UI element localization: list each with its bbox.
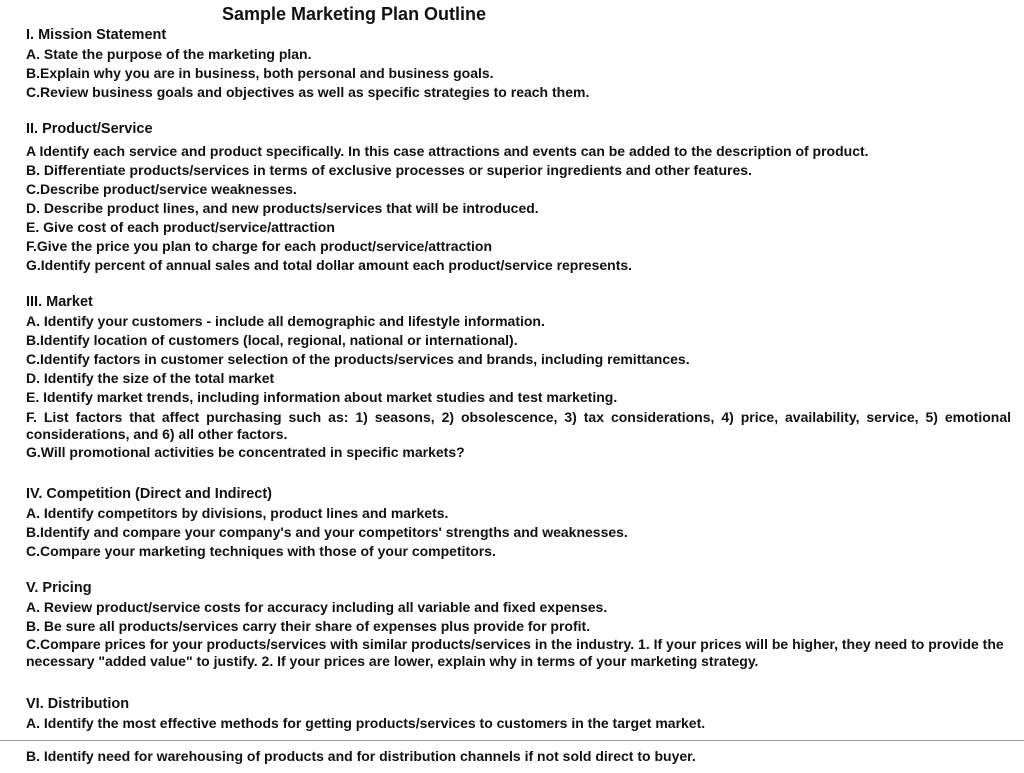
page-divider bbox=[0, 740, 1024, 741]
list-item: A Identify each service and product specifically. In this case attractions and events can be added to the description of product. bbox=[26, 143, 869, 159]
list-item: D. Describe product lines, and new products/services that will be introduced. bbox=[26, 200, 539, 216]
page-title: Sample Marketing Plan Outline bbox=[222, 4, 487, 24]
list-item: B. Differentiate products/services in terms of exclusive processes or superior ingredients and other features. bbox=[26, 162, 752, 178]
list-item: E. Give cost of each product/service/attraction bbox=[26, 219, 335, 235]
list-item: B.Identify and compare your company's and your competitors' strengths and weaknesses. bbox=[26, 524, 628, 540]
list-item: A. Identify competitors by divisions, product lines and markets. bbox=[26, 505, 449, 521]
section-heading: I. Mission Statement bbox=[26, 27, 167, 43]
list-item: G.Will promotional activities be concentrated in specific markets? bbox=[26, 444, 465, 460]
section-heading: IV. Competition (Direct and Indirect) bbox=[26, 486, 272, 502]
list-item: G.Identify percent of annual sales and total dollar amount each product/service represents. bbox=[26, 257, 633, 273]
section-heading: VI. Distribution bbox=[26, 696, 130, 712]
list-item: B. Identify need for warehousing of products and for distribution channels if not sold direct to buyer. bbox=[26, 748, 696, 764]
section-mission-statement bbox=[26, 26, 1011, 102]
list-item: C.Compare prices for your products/services with similar products/services in the industry. 1. If your prices will be higher, they need to provide the necessary "added value" to justify. 2. If your prices are lower, explain why in terms of your marketing strategy. bbox=[26, 636, 1004, 669]
section-pricing bbox=[26, 579, 1011, 670]
list-item: B.Explain why you are in business, both personal and business goals. bbox=[26, 65, 494, 81]
list-item: E. Identify market trends, including information about market studies and test marketing. bbox=[26, 389, 618, 405]
section-heading: III. Market bbox=[26, 294, 93, 310]
list-item: C.Review business goals and objectives as well as specific strategies to reach them. bbox=[26, 84, 590, 100]
section-product-service bbox=[26, 120, 1011, 275]
section-distribution bbox=[26, 695, 1011, 733]
list-item: A. Review product/service costs for accuracy including all variable and fixed expenses. bbox=[26, 599, 608, 615]
list-item: C.Compare your marketing techniques with those of your competitors. bbox=[26, 543, 496, 559]
section-distribution-continued bbox=[26, 747, 1011, 766]
section-competition bbox=[26, 485, 1011, 561]
list-item: D. Identify the size of the total market bbox=[26, 370, 275, 386]
list-item: C.Identify factors in customer selection of the products/services and brands, including remittances. bbox=[26, 351, 690, 367]
list-item: C.Describe product/service weaknesses. bbox=[26, 181, 297, 197]
list-item: A. Identify the most effective methods for getting products/services to customers in the target market. bbox=[26, 715, 706, 731]
list-item: A. Identify your customers - include all demographic and lifestyle information. bbox=[26, 313, 545, 329]
section-heading: II. Product/Service bbox=[26, 121, 153, 137]
list-item: B.Identify location of customers (local, regional, national or international). bbox=[26, 332, 518, 348]
section-market bbox=[26, 293, 1011, 462]
section-heading: V. Pricing bbox=[26, 580, 92, 596]
list-item: F. List factors that affect purchasing such as: 1) seasons, 2) obsolescence, 3) tax considerations, 4) price, availability, service, 5) emotional considerations, and 6) all other factors. bbox=[26, 409, 1011, 442]
list-item: B. Be sure all products/services carry their share of expenses plus provide for profit. bbox=[26, 618, 591, 634]
list-item: F.Give the price you plan to charge for each product/service/attraction bbox=[26, 238, 493, 254]
list-item: A. State the purpose of the marketing plan. bbox=[26, 46, 312, 62]
